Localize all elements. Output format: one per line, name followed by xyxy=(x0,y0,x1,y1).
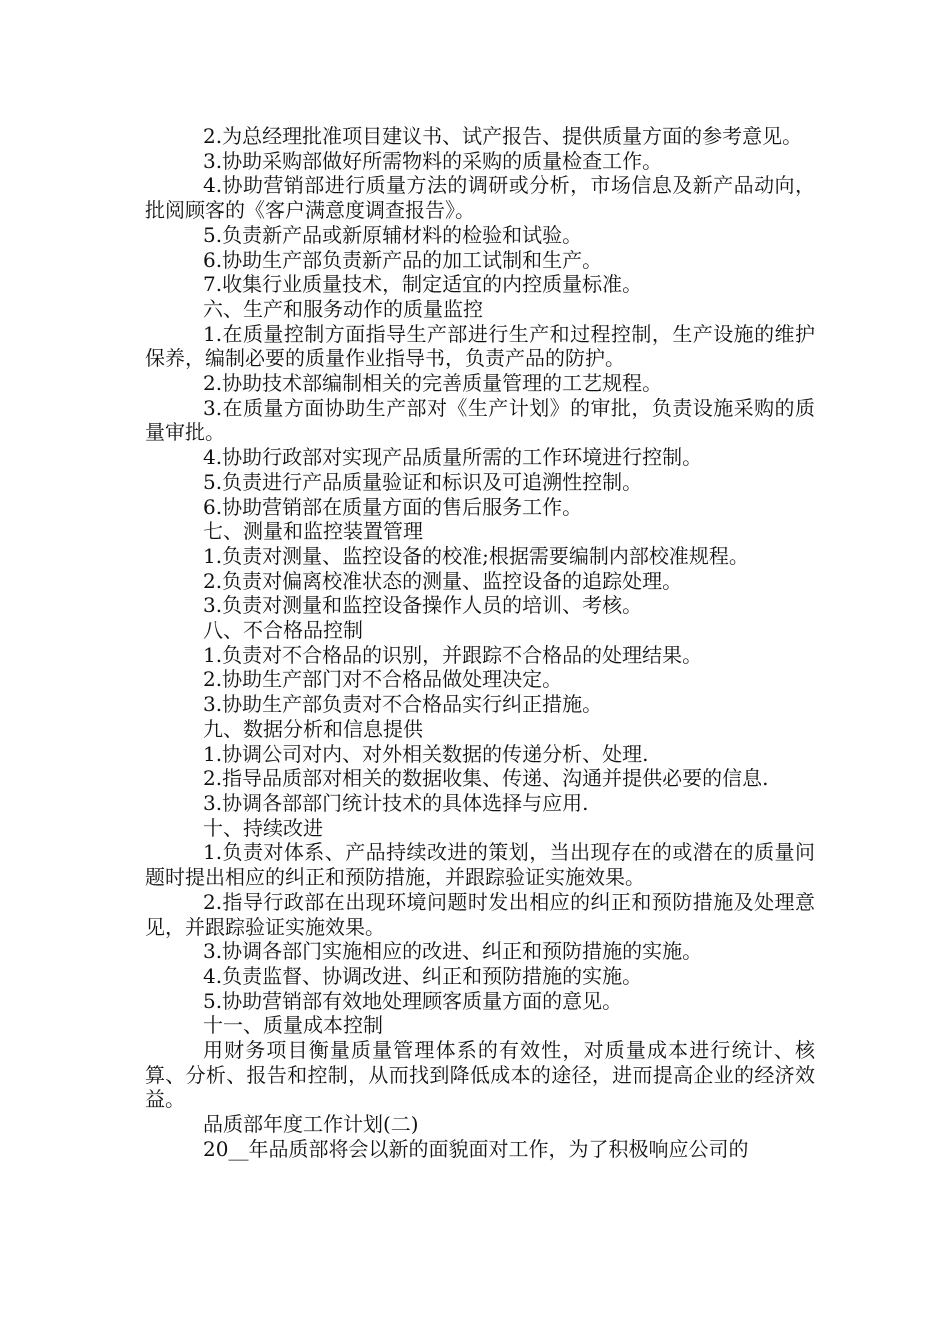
paragraph: 4.协助行政部对实现产品质量所需的工作环境进行控制。 xyxy=(203,445,703,470)
paragraph: 2.为总经理批准项目建议书、试产报告、提供质量方面的参考意见。 xyxy=(203,124,803,148)
paragraph: 2.指导品质部对相关的数据收集、传递、沟通并提供必要的信息. xyxy=(203,766,769,791)
paragraph: 1.负责对体系、产品持续改进的策划，当出现存在的或潜在的质量问题时提出相应的纠正和预防措施，并跟踪验证实施效果。 xyxy=(145,840,815,890)
paragraph: 6.协助营销部在质量方面的售后服务工作。 xyxy=(203,494,583,519)
paragraph: 1.负责对不合格品的识别，并跟踪不合格品的处理结果。 xyxy=(203,642,703,667)
document-subtitle: 品质部年度工作计划(二) xyxy=(203,1112,419,1137)
paragraph: 3.协调各部门实施相应的改进、纠正和预防措施的实施。 xyxy=(203,939,703,964)
paragraph: 3.在质量方面协助生产部对《生产计划》的审批，负责设施采购的质量审批。 xyxy=(145,395,815,445)
section-heading: 十一、质量成本控制 xyxy=(203,1013,383,1038)
section-heading: 六、生产和服务动作的质量监控 xyxy=(203,296,483,321)
section-heading: 七、测量和监控装置管理 xyxy=(203,519,423,544)
paragraph: 3.协助采购部做好所需物料的采购的质量检查工作。 xyxy=(203,148,663,173)
paragraph: 3.负责对测量和监控设备操作人员的培训、考核。 xyxy=(203,593,643,618)
paragraph: 5.负责进行产品质量验证和标识及可追溯性控制。 xyxy=(203,469,643,494)
paragraph: 5.协助营销部有效地处理顾客质量方面的意见。 xyxy=(203,988,623,1013)
section-heading: 九、数据分析和信息提供 xyxy=(203,716,423,741)
paragraph: 4.协助营销部进行质量方法的调研或分析，市场信息及新产品动向，批阅顾客的《客户满意度调查报告》。 xyxy=(145,173,815,223)
paragraph: 2.负责对偏离校准状态的测量、监控设备的追踪处理。 xyxy=(203,568,683,593)
paragraph: 1.协调公司对内、对外相关数据的传递分析、处理. xyxy=(203,741,649,766)
section-heading: 十、持续改进 xyxy=(203,815,323,840)
paragraph: 7.收集行业质量技术，制定适宜的内控质量标准。 xyxy=(203,272,643,297)
paragraph: 4.负责监督、协调改进、纠正和预防措施的实施。 xyxy=(203,963,643,988)
paragraph: 1.在质量控制方面指导生产部进行生产和过程控制，生产设施的维护保养，编制必要的质量作业指导书，负责产品的防护。 xyxy=(145,321,815,371)
paragraph: 1.负责对测量、监控设备的校准;根据需要编制内部校准规程。 xyxy=(203,543,749,568)
paragraph: 6.协助生产部负责新产品的加工试制和生产。 xyxy=(203,247,603,272)
paragraph: 2.协助生产部门对不合格品做处理决定。 xyxy=(203,667,563,692)
paragraph: 2.协助技术部编制相关的完善质量管理的工艺规程。 xyxy=(203,371,663,396)
paragraph: 5.负责新产品或新原辅材料的检验和试验。 xyxy=(203,222,583,247)
paragraph: 2.指导行政部在出现环境问题时发出相应的纠正和预防措施及处理意见，并跟踪验证实施效果。 xyxy=(145,889,815,939)
section-heading: 八、不合格品控制 xyxy=(203,618,363,643)
paragraph: 用财务项目衡量质量管理体系的有效性，对质量成本进行统计、核算、分析、报告和控制，从而找到降低成本的途径，进而提高企业的经济效益。 xyxy=(145,1038,815,1112)
document-body xyxy=(145,124,815,1162)
paragraph: 20__年品质部将会以新的面貌面对工作，为了积极响应公司的 xyxy=(203,1136,749,1161)
paragraph: 3.协调各部部门统计技术的具体选择与应用. xyxy=(203,790,589,815)
paragraph: 3.协助生产部负责对不合格品实行纠正措施。 xyxy=(203,692,603,717)
